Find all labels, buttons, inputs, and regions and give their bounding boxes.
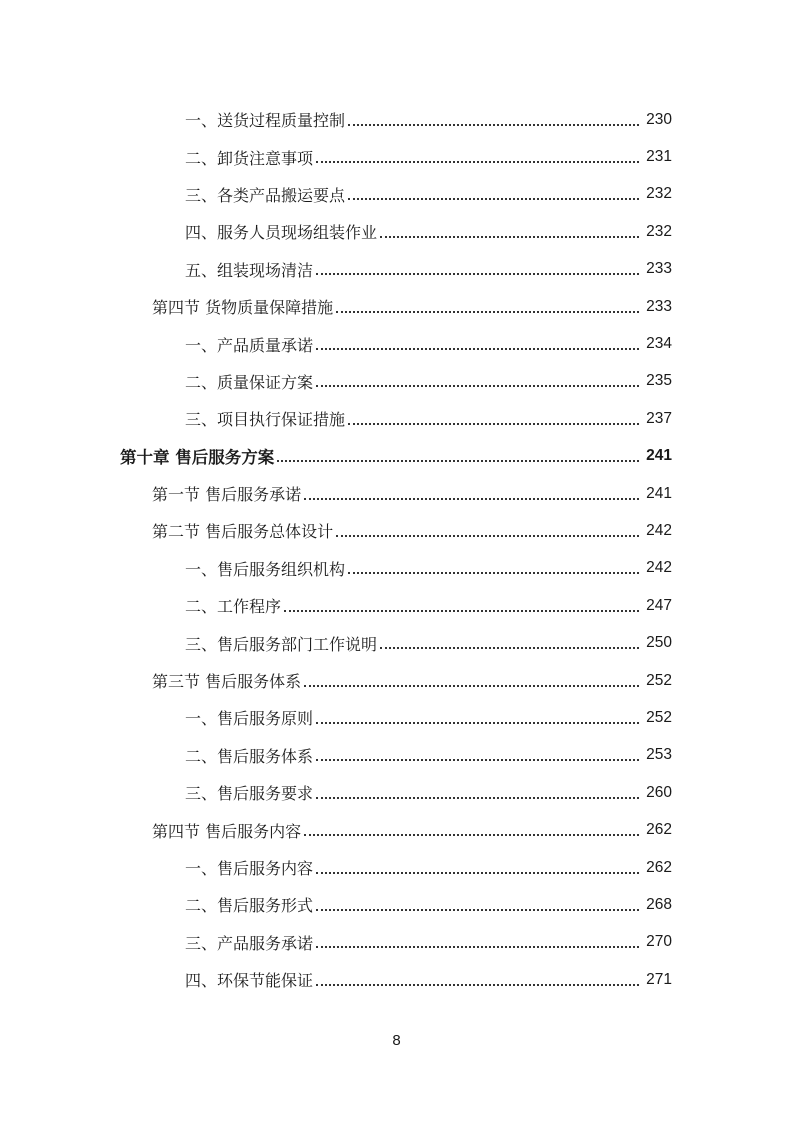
toc-entry-label: 一、送货过程质量控制 (185, 111, 346, 131)
toc-dot-leader (316, 385, 639, 387)
toc-entry[interactable] (0, 924, 793, 961)
toc-entry-page-number: 230 (646, 110, 672, 128)
toc-entry[interactable] (0, 400, 793, 437)
toc-dot-leader (316, 872, 639, 874)
toc-dot-leader (380, 647, 639, 649)
toc-entry[interactable] (0, 886, 793, 923)
toc-entry[interactable] (0, 288, 793, 325)
toc-entry-page-number: 252 (646, 708, 672, 726)
toc-entry-page-number: 233 (646, 297, 672, 315)
toc-dot-leader (348, 572, 639, 574)
toc-entry[interactable] (0, 811, 793, 848)
toc-dot-leader (316, 161, 639, 163)
toc-dot-leader (316, 946, 639, 948)
toc-entry-label: 一、售后服务内容 (185, 859, 314, 878)
toc-entry[interactable] (0, 624, 793, 661)
toc-entry-label: 第三节 售后服务体系 (152, 672, 302, 692)
toc-entry[interactable] (0, 325, 793, 362)
toc-entry-page-number: 233 (646, 260, 672, 278)
toc-entry-label: 三、项目执行保证措施 (185, 410, 346, 430)
toc-entry-page-number: 232 (646, 222, 672, 240)
toc-entry-page-number: 268 (646, 895, 672, 913)
toc-entry[interactable] (0, 213, 793, 250)
toc-entry-label: 二、售后服务形式 (185, 896, 314, 916)
toc-entry[interactable] (0, 512, 793, 549)
toc-entry[interactable] (0, 961, 793, 998)
toc-entry-label: 第一节 售后服务承诺 (152, 485, 302, 505)
toc-entry[interactable] (0, 363, 793, 400)
toc-entry-label: 第四节 货物质量保障措施 (152, 298, 334, 318)
toc-entry-label: 三、产品服务承诺 (185, 933, 314, 953)
toc-entry-label: 第二节 售后服务总体设计 (152, 522, 334, 542)
toc-entry[interactable] (0, 774, 793, 811)
toc-dot-leader (277, 460, 639, 462)
toc-entry-label: 二、卸货注意事项 (185, 148, 314, 168)
toc-entry[interactable] (0, 849, 793, 886)
toc-dot-leader (336, 535, 639, 537)
toc-entry-page-number: 252 (646, 671, 672, 689)
toc-dot-leader (348, 124, 639, 126)
toc-entry[interactable] (0, 438, 793, 475)
toc-entry-page-number: 250 (646, 634, 672, 652)
toc-dot-leader (348, 423, 639, 425)
toc-entry[interactable] (0, 550, 793, 587)
toc-entry-label: 二、质量保证方案 (185, 372, 314, 392)
toc-entry-label: 三、售后服务要求 (185, 784, 314, 804)
toc-dot-leader (316, 722, 639, 724)
toc-entry-label: 三、售后服务部门工作说明 (185, 634, 378, 654)
toc-entry-label: 第四节 售后服务内容 (152, 821, 302, 841)
toc-entry-page-number: 247 (646, 596, 672, 614)
toc-entry-label: 二、售后服务体系 (185, 746, 314, 766)
toc-entry-page-number: 232 (646, 185, 672, 203)
toc-entry-label: 一、售后服务原则 (185, 709, 314, 729)
toc-dot-leader (304, 498, 639, 500)
toc-dot-leader (316, 797, 639, 799)
toc-entry-page-number: 241 (646, 484, 672, 502)
toc-entry[interactable] (0, 475, 793, 512)
toc-entry-page-number: 235 (646, 372, 672, 390)
toc-entry-page-number: 242 (646, 521, 672, 539)
toc-entry-page-number: 270 (646, 933, 672, 951)
toc-entry-page-number: 231 (646, 148, 672, 166)
toc-entry-label: 三、各类产品搬运要点 (185, 185, 346, 205)
toc-dot-leader (304, 685, 639, 687)
toc-dot-leader (316, 984, 639, 986)
toc-dot-leader (284, 610, 639, 612)
toc-entry[interactable] (0, 176, 793, 213)
toc-entry-label: 一、售后服务组织机构 (185, 559, 346, 579)
toc-entry[interactable] (0, 587, 793, 624)
table-of-contents (0, 101, 793, 998)
toc-entry[interactable] (0, 251, 793, 288)
toc-entry-page-number: 241 (646, 447, 672, 465)
toc-entry-page-number: 234 (646, 335, 672, 353)
toc-dot-leader (316, 348, 639, 350)
toc-dot-leader (316, 273, 639, 275)
toc-entry[interactable] (0, 101, 793, 138)
toc-dot-leader (336, 311, 639, 313)
toc-entry-label: 第十章 售后服务方案 (120, 448, 275, 468)
toc-entry-page-number: 271 (646, 970, 672, 988)
toc-entry-label: 四、服务人员现场组装作业 (185, 223, 378, 243)
toc-dot-leader (380, 236, 639, 238)
page-number: 8 (392, 1032, 401, 1049)
toc-entry-page-number: 242 (646, 559, 672, 577)
toc-dot-leader (348, 198, 639, 200)
toc-entry-label: 四、环保节能保证 (185, 971, 314, 991)
toc-entry[interactable] (0, 737, 793, 774)
toc-entry-label: 五、组装现场清洁 (185, 260, 314, 280)
toc-entry-label: 一、产品质量承诺 (185, 335, 314, 355)
toc-entry[interactable] (0, 699, 793, 736)
toc-dot-leader (316, 759, 639, 761)
toc-entry-page-number: 260 (646, 783, 672, 801)
toc-entry[interactable] (0, 138, 793, 175)
toc-entry-page-number: 262 (646, 821, 672, 839)
toc-entry-page-number: 237 (646, 409, 672, 427)
toc-dot-leader (316, 909, 639, 911)
toc-entry-page-number: 253 (646, 746, 672, 764)
toc-entry[interactable] (0, 662, 793, 699)
toc-entry-label: 二、工作程序 (185, 597, 282, 617)
toc-dot-leader (304, 834, 639, 836)
toc-entry-page-number: 262 (646, 858, 672, 876)
